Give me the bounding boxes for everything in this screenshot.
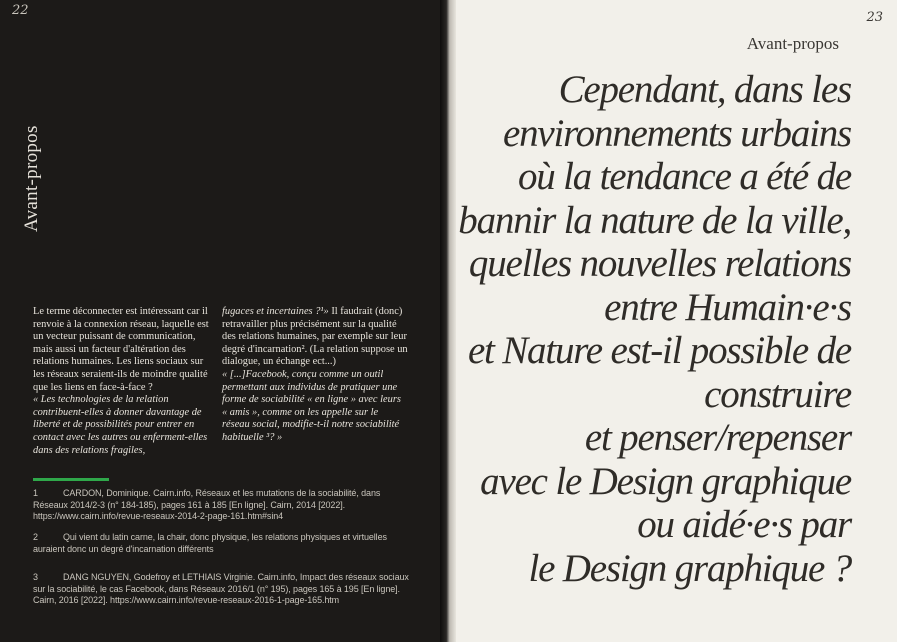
right-page-number: 23	[866, 10, 883, 25]
footnote-3	[33, 572, 413, 607]
footnote-number: 3	[33, 572, 38, 582]
footnote-number: 1	[33, 488, 38, 498]
footnote-number: 2	[33, 532, 38, 542]
pull-quote-line: Cependant, dans les	[558, 68, 851, 111]
left-page-number: 22	[12, 3, 29, 18]
col1-quote: « Les technologies de la relation contribuent-elles à donner davantage de liberté et de possibilités pour entrer en contact avec les autres ou enferment-elles dans des relations fragiles,	[33, 394, 208, 456]
pull-quote-line: bannir la nature de la ville,	[458, 198, 851, 242]
body-column-2	[222, 306, 408, 445]
vertical-section-title: Avant-propos	[21, 125, 42, 232]
footnote-divider	[33, 478, 109, 481]
pull-quote	[451, 68, 851, 590]
body-column-1	[33, 306, 211, 457]
footnote-1	[33, 488, 413, 523]
footnote-text: CARDON, Dominique. Cairn.info, Réseaux et les mutations de la sociabilité, dans Réseaux 2014/2-3 (n° 184-185), pages 161 à 185 [En ligne]. Cairn, 2014 [2022]. https://www.cairn.info/revue-reseaux-2014-2-page-161.htm#sin4	[33, 488, 381, 521]
footnote-2	[33, 532, 413, 555]
pull-quote-line: et Nature est-il possible de	[467, 329, 851, 372]
pull-quote-line: ou aidé·e·s par	[637, 503, 851, 546]
footnote-text: DANG NGUYEN, Godefroy et LETHIAIS Virginie. Cairn.info, Impact des réseaux sociaux sur la sociabilité, le cas Facebook, dans Réseaux 2016/1 (n° 195), pages 165 à 195 [En ligne]. Cairn, 2016 [2022]. https://www.cairn.info/revue-reseaux-2016-1-page-165.htm	[33, 572, 409, 605]
pull-quote-line: le Design graphique ?	[528, 546, 851, 590]
pull-quote-line: quelles nouvelles relations	[468, 242, 851, 285]
pull-quote-line: et penser/repenser	[584, 416, 851, 459]
col1-plain-text: Le terme déconnecter est intéressant car il renvoie à la connexion réseau, laquelle est un vecteur puissant de communication, mais aussi un facteur d'altération des relations humaines. Les liens sociaux sur les réseaux seraient-ils de moindre qualité que les liens en face-à-face ?	[33, 306, 209, 393]
right-page-heading: Avant-propos	[746, 34, 839, 53]
pull-quote-line: où la tendance a été de	[517, 155, 851, 198]
pull-quote-line: environnements urbains	[502, 111, 851, 155]
pull-quote-line: avec le Design graphique	[480, 459, 851, 503]
col2-quote-start: fugaces et incertaines ?¹»	[222, 306, 329, 317]
pull-quote-line: construire	[704, 372, 851, 416]
footnote-text: Qui vient du latin carne, la chair, donc physique, les relations physiques et virtuelles auraient donc un degré d'incarnation différents	[33, 532, 387, 554]
col2-quote-end: « [...]Facebook, conçu comme un outil permettant aux individus de pratiquer une forme de sociabilité « en ligne » avec leurs « amis », comme on les appelle sur le réseau social, modifie-t-il notre sociabilité habituelle ³? »	[222, 368, 401, 443]
pull-quote-line: entre Humain·e·s	[604, 285, 851, 329]
col2-plain-text: Il faudrait (donc) retravailler plus précisément sur la qualité des relations humaines, par exemple sur leur degré d'incarnation². (La relation suppose un dialogue, un échange ect...)	[222, 306, 408, 368]
